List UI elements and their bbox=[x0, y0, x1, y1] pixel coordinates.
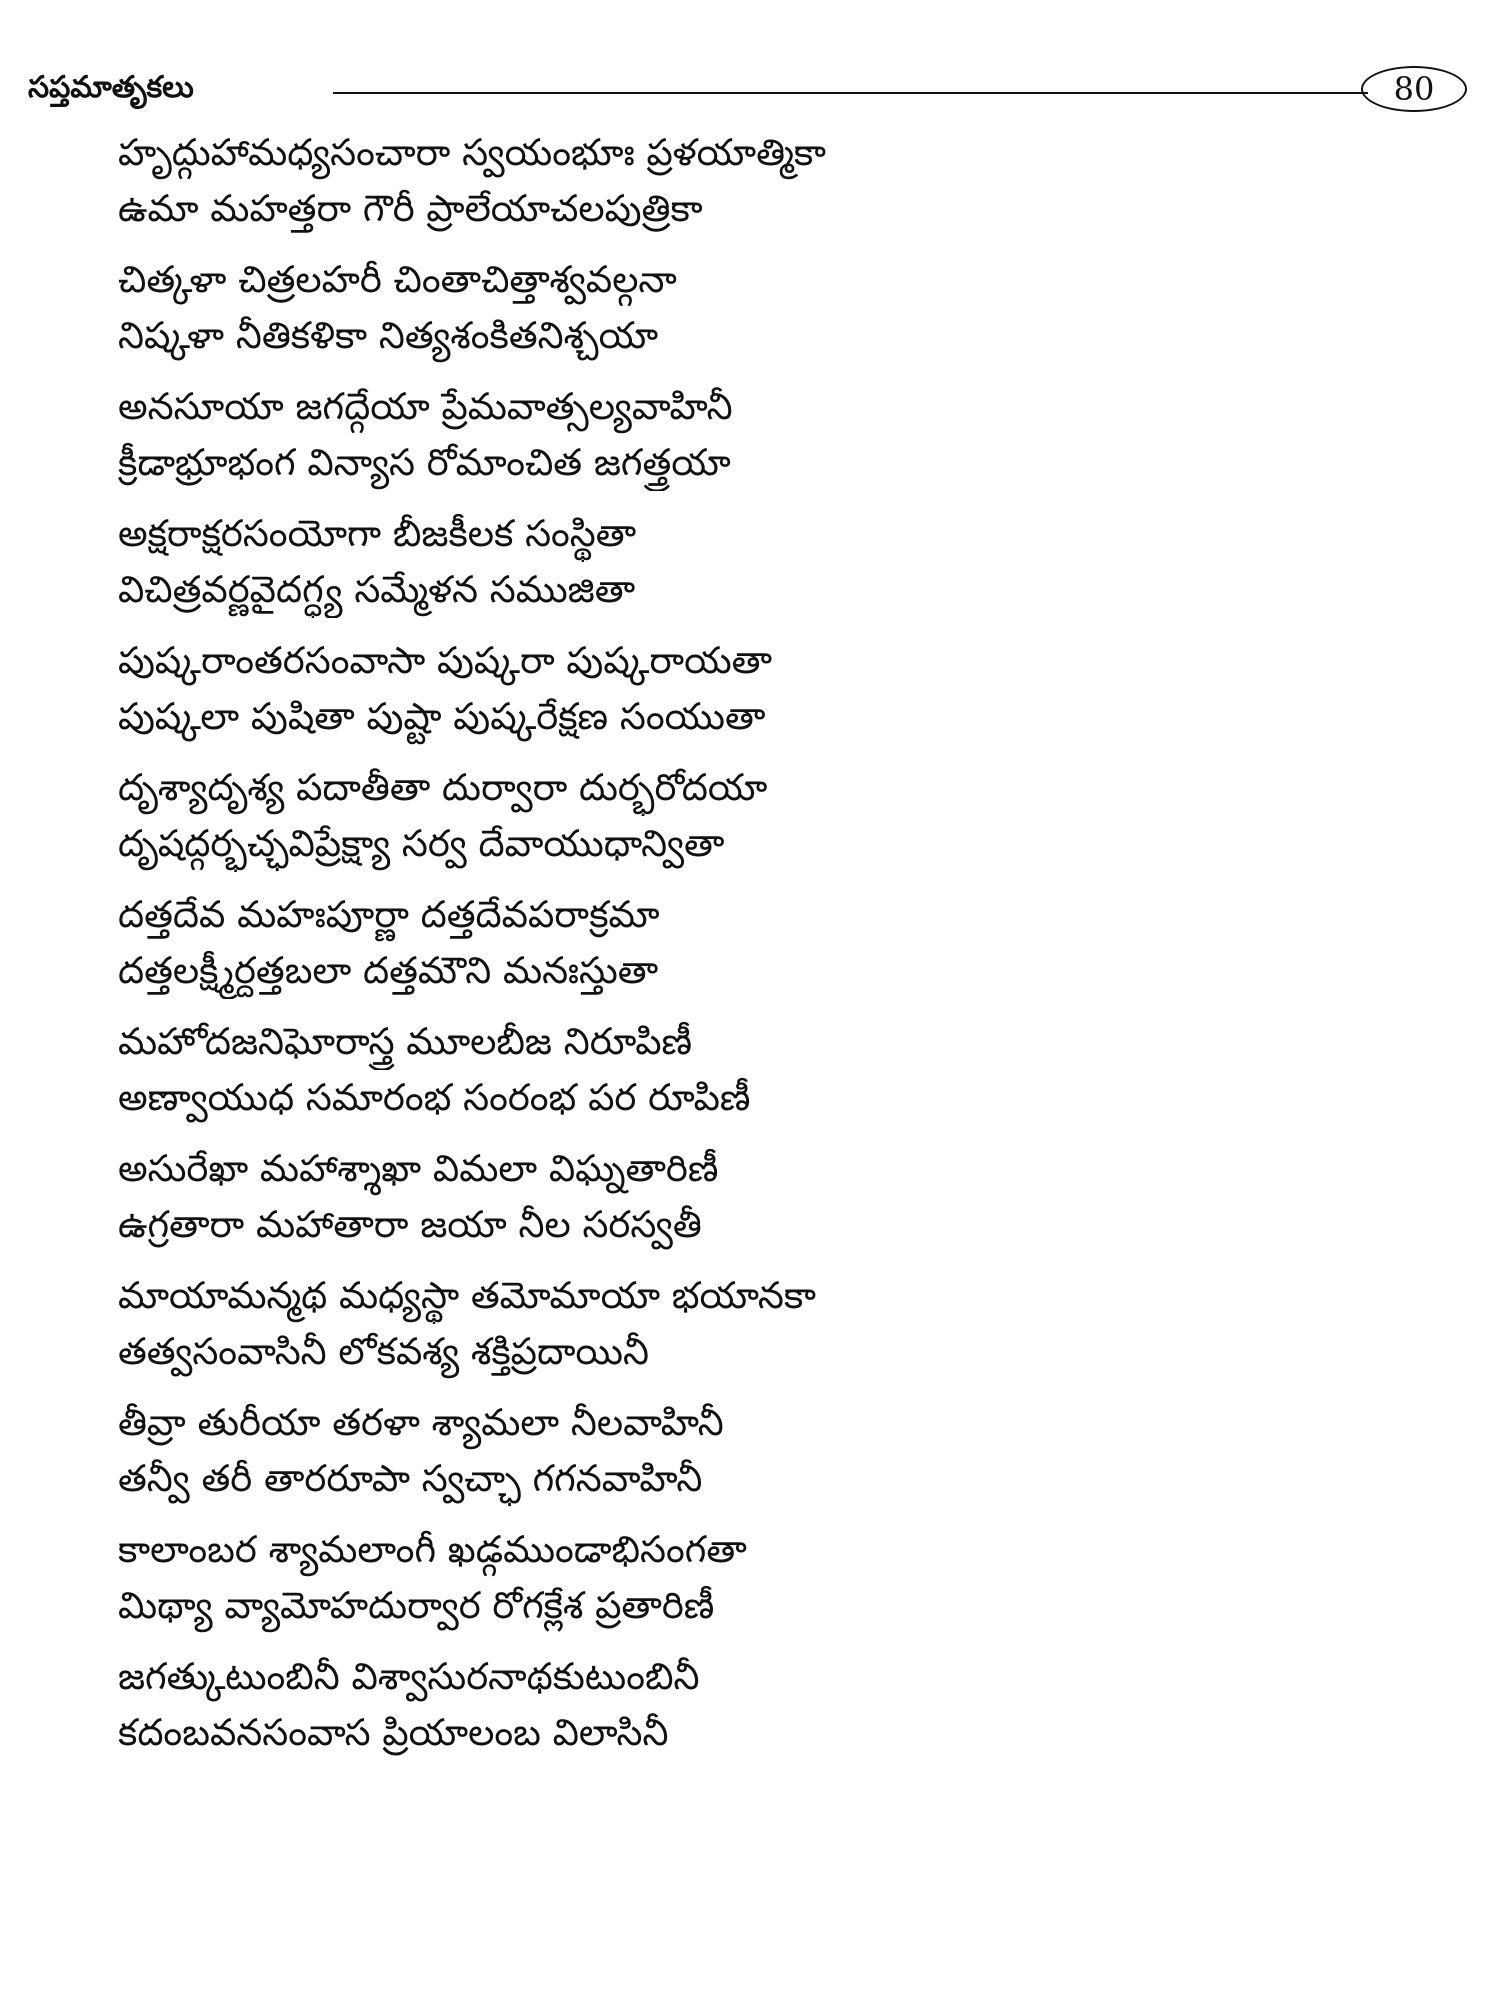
verse-body bbox=[118, 125, 1418, 1975]
verse-line: తన్వీ తరీ తారరూపా స్వచ్ఛా గగనవాహినీ bbox=[118, 1457, 703, 1500]
stanza bbox=[118, 633, 1418, 745]
stanza bbox=[118, 887, 1418, 999]
stanza bbox=[118, 1522, 1418, 1634]
verse-line: క్రీడాభ్రూభంగ విన్యాస రోమాంచిత జగత్త్రయా bbox=[118, 441, 731, 484]
verse-line: దృషద్గర్భచ్ఛవిప్రేక్ష్యా సర్వ దేవాయుధాన్వితా bbox=[118, 822, 725, 865]
verse-line: జగత్కుటుంబినీ విశ్వాసురనాథకుటుంబినీ bbox=[118, 1655, 700, 1698]
verse-line: చిత్కళా చిత్రలహరీ చింతాచిత్తాశ్వవల్గనా bbox=[118, 258, 677, 301]
verse-line: కాలాంబర శ్యామలాంగీ ఖడ్గముండాభిసంగతా bbox=[118, 1528, 747, 1571]
stanza bbox=[118, 506, 1418, 618]
verse-line: మాయామన్మథ మధ్యస్థా తమోమాయా భయానకా bbox=[118, 1274, 816, 1317]
verse-line: దృశ్యాదృశ్య పదాతీతా దుర్వారా దుర్భరోదయా bbox=[118, 766, 768, 809]
verse-line: ఉగ్రతారా మహాతారా జయా నీల సరస్వతీ bbox=[118, 1203, 702, 1246]
verse-line: అనసూయా జగద్గేయా ప్రేమవాత్సల్యవాహినీ bbox=[118, 385, 733, 428]
page-number: 80 bbox=[1393, 70, 1435, 108]
verse-line: కదంబవనసంవాస ప్రియాలంబ విలాసినీ bbox=[118, 1711, 669, 1754]
verse-line: తీవ్రా తురీయా తరళా శ్యామలా నీలవాహినీ bbox=[118, 1401, 724, 1444]
stanza bbox=[118, 1268, 1418, 1380]
stanza bbox=[118, 1395, 1418, 1507]
stanza bbox=[118, 1649, 1418, 1761]
page-number-oval bbox=[1361, 66, 1467, 112]
verse-line: తత్వసంవాసినీ లోకవశ్య శక్తిప్రదాయినీ bbox=[118, 1330, 649, 1373]
stanza bbox=[118, 1014, 1418, 1126]
stanza bbox=[118, 125, 1418, 237]
verse-line: ఉమా మహత్తరా గౌరీ ప్రాలేయాచలపుత్రికా bbox=[118, 187, 703, 230]
stanza bbox=[118, 252, 1418, 364]
header-rule bbox=[333, 92, 1368, 94]
stanza bbox=[118, 760, 1418, 872]
verse-line: అసురేఖా మహాశ్శాఖా విమలా విఘ్నతారిణీ bbox=[118, 1147, 719, 1190]
verse-line: నిష్కళా నీతికళికా నిత్యశంకితనిశ్చయా bbox=[118, 314, 659, 357]
stanza bbox=[118, 379, 1418, 491]
verse-line: అణ్వాయుధ సమారంభ సంరంభ పర రూపిణీ bbox=[118, 1076, 751, 1119]
verse-line: అక్షరాక్షరసంయోగా బీజకీలక సంస్థితా bbox=[118, 512, 637, 555]
verse-line: పుష్కలా పుషితా పుష్టా పుష్కరేక్షణ సంయుతా bbox=[118, 695, 766, 738]
verse-line: హృద్గుహామధ్యసంచారా స్వయంభూః ప్రళయాత్మికా bbox=[118, 131, 826, 174]
verse-line: దత్తదేవ మహఃపూర్ణా దత్తదేవపరాక్రమా bbox=[118, 893, 660, 936]
verse-line: దత్తలక్ష్మీర్దత్తబలా దత్తమౌని మనఃస్తుతా bbox=[118, 949, 659, 992]
verse-line: మిథ్యా వ్యామోహదుర్వార రోగక్లేశ ప్రతారిణీ bbox=[118, 1584, 715, 1627]
page-header bbox=[28, 62, 1468, 122]
verse-line: పుష్కరాంతరసంవాసా పుష్కరా పుష్కరాయతా bbox=[118, 639, 773, 682]
running-title: సప్తమాతృకలు bbox=[28, 70, 194, 105]
stanza bbox=[118, 1141, 1418, 1253]
verse-line: విచిత్రవర్ణవైదగ్ధ్య సమ్మేళన సముజితా bbox=[118, 568, 636, 611]
verse-line: మహోదజనిఘోరాస్త్ర మూలబీజ నిరూపిణీ bbox=[118, 1020, 693, 1063]
